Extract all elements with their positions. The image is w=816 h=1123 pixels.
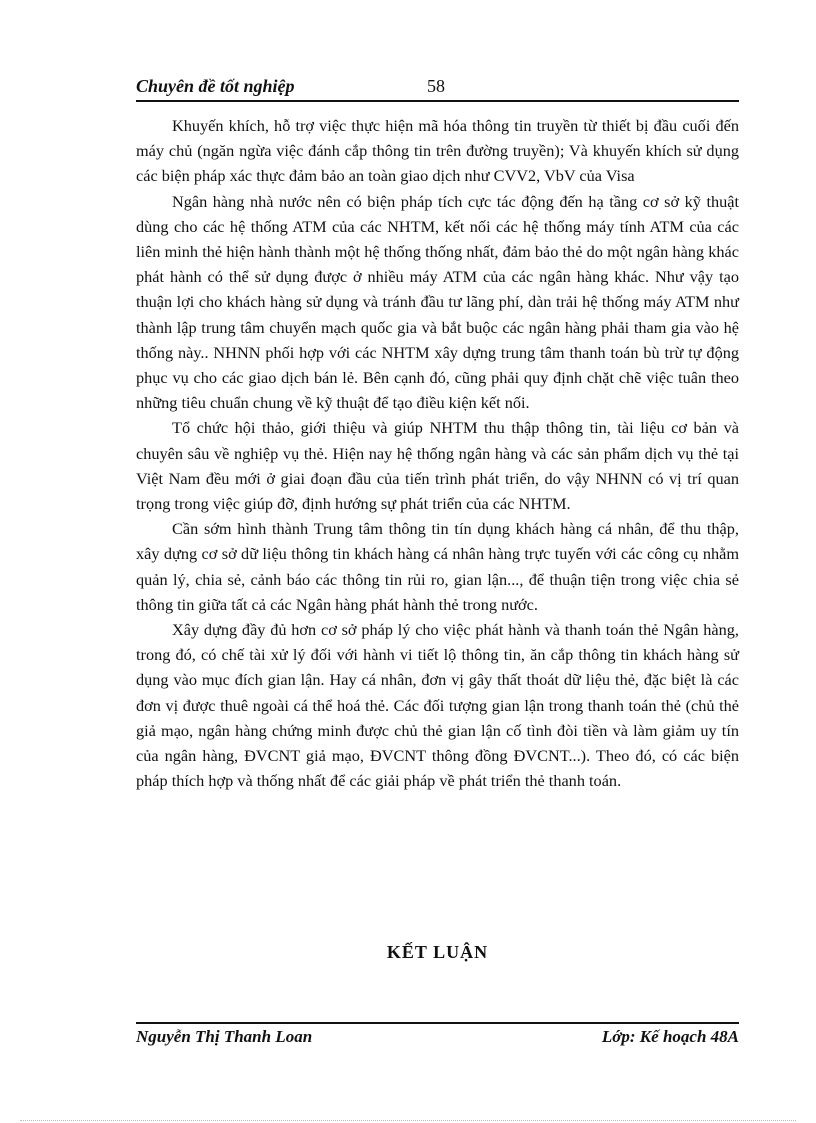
paragraph: Cần sớm hình thành Trung tâm thông tin tín dụng khách hàng cá nhân, để thu thập, xây dựng cơ sở dữ liệu thông tin khách hàng cá nhân hàng trực tuyến với các công cụ nhằm quản lý, chia sẻ, cảnh báo các thông tin rủi ro, gian lận..., để thuận tiện trong việc chia sẻ thông tin giữa tất cả các Ngân hàng phát hành thẻ trong nước.: [136, 519, 739, 614]
paragraph: Xây dựng đầy đủ hơn cơ sở pháp lý cho việc phát hành và thanh toán thẻ Ngân hàng, trong đó, có chế tài xử lý đối với hành vi tiết lộ thông tin, ăn cắp thông tin khách hàng sử dụng vào mục đích gian lận. Hay cá nhân, đơn vị gây thất thoát dữ liệu thẻ, đặc biệt là các đơn vị được thuê ngoài cá thể hoá thẻ. Các đối tượng gian lận trong thanh toán thẻ (chủ thẻ giả mạo, ngân hàng chứng minh được chủ thẻ gian lận cố tình đòi tiền và làm giảm uy tín của ngân hàng, ĐVCNT giả mạo, ĐVCNT thông đồng ĐVCNT...). Theo đó, có các biện pháp thích hợp và thống nhất để các giải pháp về phát triển thẻ thanh toán.: [136, 620, 739, 791]
footer-author: Nguyễn Thị Thanh Loan: [136, 1027, 313, 1046]
section-heading: KẾT LUẬN: [386, 942, 489, 962]
body-text: [136, 113, 739, 793]
footer-class: Lớp: Kế hoạch 48A: [601, 1027, 739, 1046]
page-header: [136, 74, 739, 100]
page-edge-divider: [20, 1120, 796, 1121]
header-divider: [136, 100, 739, 102]
footer-divider: [136, 1022, 739, 1024]
paragraph: Khuyến khích, hỗ trợ việc thực hiện mã hóa thông tin truyền từ thiết bị đầu cuối đến máy chủ (ngăn ngừa việc đánh cắp thông tin trên đường truyền); Và khuyến khích sử dụng các biện pháp xác thực đảm bảo an toàn giao dịch như CVV2, VbV của Visa: [136, 116, 739, 186]
paragraph: Tổ chức hội thảo, giới thiệu và giúp NHTM thu thập thông tin, tài liệu cơ bản và chuyên sâu về nghiệp vụ thẻ. Hiện nay hệ thống ngân hàng và các sản phẩm dịch vụ thẻ tại Việt Nam đều mới ở giai đoạn đầu của tiến trình phát triển, do vậy NHNN có vị trí quan trọng trong việc giúp đỡ, định hướng sự phát triển của các NHTM.: [136, 418, 739, 514]
page-footer: [136, 1027, 739, 1051]
page-number: 58: [427, 76, 445, 96]
paragraph: Ngân hàng nhà nước nên có biện pháp tích cực tác động đến hạ tầng cơ sở kỹ thuật dùng cho các hệ thống ATM của các NHTM, kết nối các hệ thống máy tính ATM của các liên minh thẻ hiện hành thành một hệ thống thống nhất, đảm bảo thẻ do một ngân hàng khác phát hành có thể sử dụng được ở nhiều máy ATM của các ngân hàng khác. Như vậy tạo thuận lợi cho khách hàng sử dụng và tránh đầu tư lãng phí, dàn trải hệ thống máy ATM như thành lập trung tâm chuyển mạch quốc gia và bắt buộc các ngân hàng phải tham gia vào hệ thống này.. NHNN phối hợp với các NHTM xây dựng trung tâm thanh toán bù trừ tự động phục vụ cho các giao dịch bán lẻ. Bên cạnh đó, cũng phải quy định chặt chẽ việc tuân theo những tiêu chuẩn chung về kỹ thuật để tạo điều kiện kết nối.: [136, 191, 739, 413]
header-title: Chuyên đề tốt nghiệp: [136, 76, 295, 96]
